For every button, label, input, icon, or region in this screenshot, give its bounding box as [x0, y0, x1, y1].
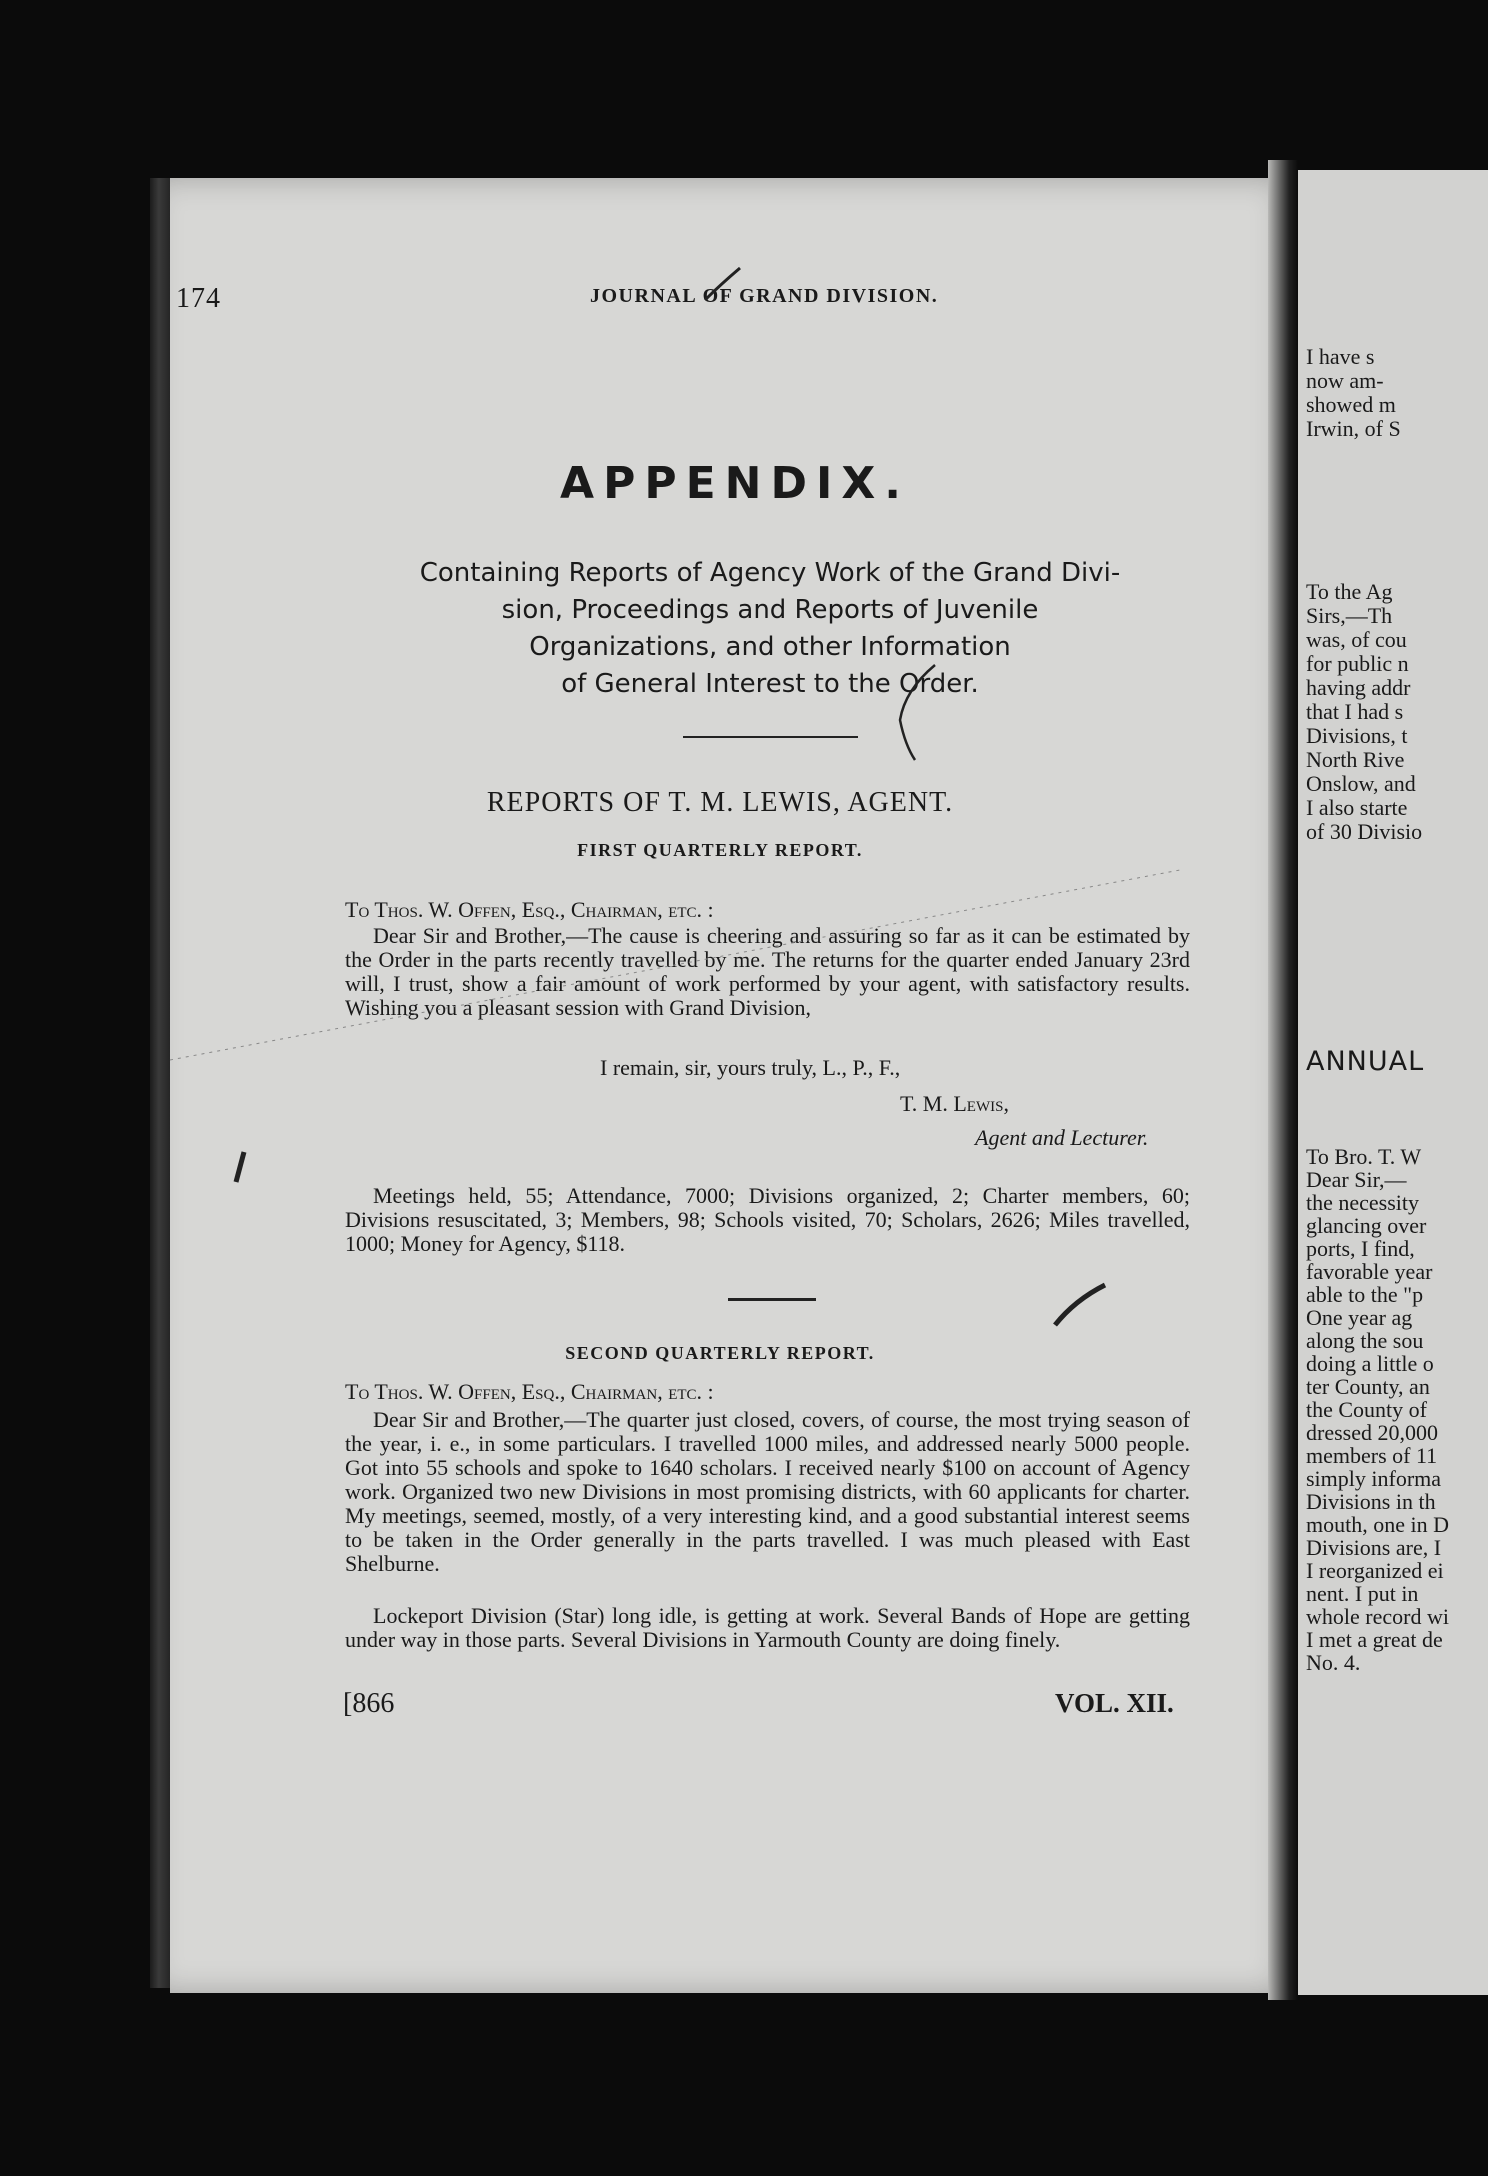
pen-stroke [1055, 1285, 1105, 1325]
right-page-line: the County of [1306, 1397, 1427, 1422]
second-report-body: Dear Sir and Brother,—The quarter just closed, covers, of course, the most trying season of the year, i. e., in some particulars. I travelled 1000 miles, and addressed nearly 5000 people. Got into 55 schools and spoke to 1640 scholars. I received nearly $100 on account of Agency work. Organized two new Divisions in most promising districts, with 60 applicants for charter. My meetings, seemed, mostly, of a very interesting kind, and a good substantial interest seems to be taken in the Order generally in the parts travelled. I was much pleased with East Shelburne. [345, 1407, 1190, 1576]
second-report-heading: SECOND QUARTERLY REPORT. [565, 1343, 875, 1363]
subtitle-line: sion, Proceedings and Reports of Juvenile [501, 595, 1039, 625]
first-report-body: Dear Sir and Brother,—The cause is cheering and assuring so far as it can be estimated by the Order in the parts recently travelled by me. The returns for the quarter ended January 23rd will, I trust, show a fair amount of work performed by your agent, with satisfactory results. Wishing you a pleasant session with Grand Division, [345, 923, 1190, 1020]
right-page-line: that I had s [1306, 699, 1404, 724]
page-number: 174 [176, 283, 221, 314]
right-page-line: Divisions, t [1306, 723, 1408, 748]
pen-stroke [900, 665, 935, 760]
right-page-line: showed m [1306, 392, 1396, 417]
first-report-signature-title: Agent and Lecturer. [975, 1125, 1149, 1150]
right-page-annual-heading: ANNUAL [1306, 1046, 1425, 1077]
first-report-stats: Meetings held, 55; Attendance, 7000; Divisions organized, 2; Charter members, 60; Divisions resuscitated, 3; Members, 98; Schools visited, 70; Scholars, 2626; Miles travelled, 1000; Money for Agency, $118. [345, 1183, 1190, 1256]
pen-stroke [236, 1152, 244, 1182]
footer-signature-mark: [866 [343, 1688, 395, 1719]
right-page-line: glancing over [1306, 1213, 1427, 1238]
subtitle-line: Containing Reports of Agency Work of the Grand Divi- [419, 558, 1121, 588]
right-page-line: ter County, an [1306, 1374, 1430, 1399]
second-report-body-continued: Lockeport Division (Star) long idle, is getting at work. Several Bands of Hope are getting under way in those parts. Several Divisions in Yarmouth County are doing finely. [345, 1603, 1190, 1652]
right-page-line: mouth, one in D [1306, 1512, 1449, 1537]
right-page-line: favorable year [1306, 1259, 1433, 1284]
first-report-signature: T. M. Lewis, [900, 1091, 1009, 1116]
second-report-address: To Thos. W. Offen, Esq., Chairman, etc. : [345, 1379, 714, 1404]
right-page-line: I also starte [1306, 795, 1408, 820]
right-page-line: simply informa [1306, 1466, 1442, 1491]
right-page-line: having addr [1306, 675, 1411, 700]
first-report-heading: FIRST QUARTERLY REPORT. [577, 840, 863, 860]
right-page-line: members of 11 [1306, 1443, 1438, 1468]
right-page-line: To Bro. T. W [1306, 1144, 1422, 1169]
right-page-line: No. 4. [1306, 1650, 1361, 1675]
right-page-line: One year ag [1306, 1305, 1413, 1330]
reports-heading: REPORTS OF T. M. LEWIS, AGENT. [486, 787, 954, 818]
right-page-line: I reorganized ei [1306, 1558, 1444, 1583]
right-page-line: Divisions are, I [1306, 1535, 1442, 1560]
appendix-title: APPENDIX. [560, 458, 910, 509]
right-page-line: doing a little o [1306, 1351, 1434, 1376]
right-page-line: I met a great de [1306, 1627, 1443, 1652]
right-page-line: along the sou [1306, 1328, 1424, 1353]
right-page-line: of 30 Divisio [1306, 819, 1423, 844]
right-page-line: nent. I put in [1306, 1581, 1419, 1606]
right-page-line: was, of cou [1306, 627, 1407, 652]
footer-volume: VOL. XII. [1055, 1688, 1174, 1718]
right-page-line: Divisions in th [1306, 1489, 1436, 1514]
first-report-closing: I remain, sir, yours truly, L., P., F., [600, 1055, 901, 1080]
right-page-line: whole record wi [1306, 1604, 1449, 1629]
right-page-line: North Rive [1306, 747, 1405, 772]
running-title: JOURNAL OF GRAND DIVISION. [590, 285, 939, 307]
right-page-line: Sirs,—Th [1306, 603, 1393, 628]
subtitle-line: of General Interest to the Order. [561, 669, 979, 699]
right-page-line: Onslow, and [1306, 771, 1416, 796]
pen-stroke [705, 268, 740, 300]
faint-scratch [170, 870, 1180, 1060]
first-report-address: To Thos. W. Offen, Esq., Chairman, etc. : [345, 897, 714, 922]
right-page-line: Irwin, of S [1306, 416, 1401, 441]
right-page-line: I have s [1306, 344, 1375, 369]
right-page-line: for public n [1306, 651, 1409, 676]
right-page-line: ports, I find, [1306, 1236, 1415, 1261]
right-page-line: able to the "p [1306, 1282, 1424, 1307]
right-page-line: the necessity [1306, 1190, 1420, 1215]
subtitle-line: Organizations, and other Information [529, 632, 1011, 662]
right-page-line: now am- [1306, 368, 1384, 393]
right-page-line: Dear Sir,— [1306, 1167, 1407, 1192]
right-page-line: dressed 20,000 [1306, 1420, 1438, 1445]
right-page-line: To the Ag [1306, 579, 1393, 604]
